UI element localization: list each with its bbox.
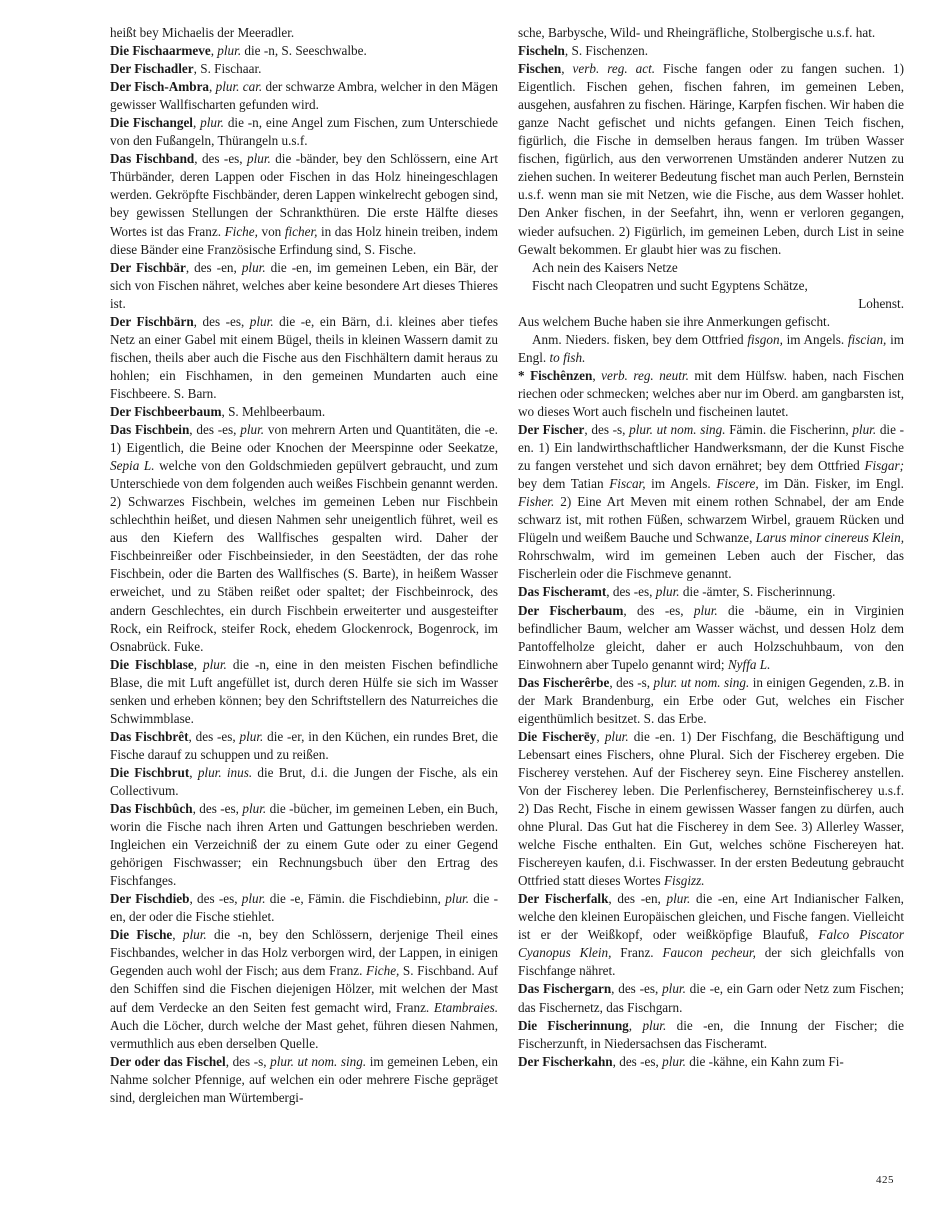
dictionary-entry: Die Fischaarmeve, plur. die -n, S. Seeschwalbe.: [110, 43, 367, 59]
dictionary-entry: Die Fischbrut, plur. inus. die Brut, d.i. die Jungen der Fische, als ein Collectivum.: [110, 764, 498, 798]
dictionary-entry: Das Fischbûch, des -es, plur. die -bücher, im gemeinen Leben, ein Buch, worin die Fische nach ihren Arten und Gattungen beschrieben werden. Ingleichen ein Verzeichniß der zu einem Gute oder zu einer Gegend gehörigen Fischwasser; ein Rechnungsbuch über den Ertrag des Fischfanges.: [110, 801, 498, 889]
dictionary-entry: Das Fischbrêt, des -es, plur. die -er, in den Küchen, ein rundes Bret, die Fische darauf zu schuppen und zu reißen.: [110, 728, 498, 762]
dictionary-entry: Der Fischer, des -s, plur. ut nom. sing. Fämin. die Fischerinn, plur. die -en. 1) Ein landwirthschaftlicher Handwerksmann, der die Kunst Fische zu fangen verstehet und sich davon ernähret; bey dem Ottfried Fisgar; bey dem Tatian Fiscar, im Angels. Fiscere, im Dän. Fisker, im Engl. Fisher. 2) Eine Art Meven mit einem rothen Schnabel, der am Ende schwarz ist, mit rothen Füßen, schwarzem Wirbel, grauem Rücken und Flügeln und weißem Bauche und Schwanze, Larus minor cinereus Klein, Rohrschwalm, wird im gemeinen Leben auch der Fischer, das Fischerlein oder die Fischmeve genannt.: [518, 422, 904, 582]
entry-continuation: heißt bey Michaelis der Meeradler.: [110, 25, 295, 40]
poem-author: Lohenst.: [858, 295, 904, 311]
dictionary-entry: Die Fischerēy, plur. die -en. 1) Der Fischfang, die Beschäftigung und Lebensart eines Fischers, ohne Plural. Sich der Fischerey ergeben. Die Fischerey verstehen. Auf der Fischerey seyn. Eine Fischerey anstellen. Von der Fischerey leben. Die Perlenfischerey, Bernsteinfischerey u.s.f. 2) Das Recht, Fische in einem gewissen Wasser fangen zu dürfen, auch ohne Plural. Das Gut hat die Fischerey in dem See. 3) Allerley Wasser, welche Fische enthalten. Ein Gut, welches schöne Fischereyen hat. Fischereyen kaufen, d.i. Fischwasser. In der ersten Bedeutung gebraucht Ottfried statt dieses Wortes Fisgizz.: [518, 728, 905, 889]
dictionary-entry: Der Fisch-Ambra, plur. car. der schwarze Ambra, welcher in den Mägen gewisser Wallfischarten gefunden wird.: [110, 79, 499, 113]
dictionary-entry: Das Fischbein, des -es, plur. von mehrern Arten und Quantitäten, die -e. 1) Eigentlich, die Beine oder Knochen der Meerspinne oder Seekatze, Sepia L. welche von den Goldschmieden gepülvert gebraucht, und zum Unterschiede von dem folgenden auch weißes Fischbein genannt werden. 2) Schwarzes Fischbein, welches im gemeinen Leben nur Fischbein schlechthin heißet, und diesen Nahmen sehr uneigentlich führet, weil es aus den Kiefern des Wallfisches gespalten wird. Daher der Fischbeinreißer oder Fischbeinsieder, in den Seestädten, der das rohe Fischbein, oder die Barten des Wallfisches (S. Barte), in heißem Wasser erweichet, und zu Stäben reißet oder spaltet; der Fischbeinrock, des andern Geschlechtes, ein durch Fischbein erweiterter und ausgesteifter Rock, ein Reifrock, steifer Rock, ehedem Glockenrock, Bogenrock, im Osnabrück. Fuke.: [110, 422, 498, 654]
dictionary-entry: Der Fischadler, S. Fischaar.: [110, 61, 262, 77]
annotation: Anm. Nieders. fisken, bey dem Ottfried fisgon, im Angels. fiscian, im Engl. to fish.: [518, 331, 905, 365]
dictionary-entry: Fischeln, S. Fischenzen.: [518, 43, 649, 59]
dictionary-entry: Der oder das Fischel, des -s, plur. ut nom. sing. im gemeinen Leben, ein Nahme solcher Pfennige, auf welchen ein oder mehrere Fische gepräget sind, dergleichen man Würtembergi-: [110, 1053, 498, 1105]
poem-line: Fischt nach Cleopatren und sucht Egyptens Schätze,: [532, 277, 808, 293]
dictionary-entry: Der Fischerbaum, des -es, plur. die -bäume, ein in Virginien befindlicher Baum, welcher am Wasser wächst, und dessen Holz dem Pantoffelholze gleicht, daher er auch Holzschuhbaum, von den Einwohnern aber Tupelo genannt wird; Nyffa L.: [518, 602, 904, 672]
entry-continuation: Aus welchem Buche haben sie ihre Anmerkungen gefischt.: [518, 313, 831, 329]
dictionary-entry: Der Fischerfalk, des -en, plur. die -en, eine Art Indianischer Falken, welche den kleinen Europäischen gleichen, und Fische fangen. Vielleicht ist er der Weißkopf, oder weißköpfige Blaufuß, Falco Piscator Cyanopus Klein, Franz. Faucon pecheur, der sich gleichfalls von Fischfange nähret.: [518, 891, 905, 979]
poem-line: Ach nein des Kaisers Netze: [532, 259, 678, 275]
dictionary-entry: Der Fischerkahn, des -es, plur. die -kähne, ein Kahn zum Fi-: [518, 1053, 844, 1069]
dictionary-entry: Der Fischdieb, des -es, plur. die -e, Fämin. die Fischdiebinn, plur. die -en, der oder die Fische stiehlet.: [110, 891, 498, 925]
dictionary-entry: Das Fischband, des -es, plur. die -bänder, bey den Schlössern, eine Art Thürbänder, deren Lappen oder Fischen in das Holz hineingeschlagen werden. Gekröpfte Fischbänder, deren Lappen winkelrecht gebogen sind, bey gewissen Stellungen der Schrankthüren. Die erste Hälfte dieses Wortes ist das Franz. Fiche, von ficher, in das Holz hinein treiben, indem diese Bänder eine Französische Erfindung sind, S. Fische.: [110, 151, 499, 257]
dictionary-entry: Die Fische, plur. die -n, bey den Schlössern, derjenige Theil eines Fischbandes, welcher in das Holz verborgen wird, der Lappen, in einigen Gegenden auch wohl der Fisch; aus dem Franz. Fiche, S. Fischband. Auf den Schiffen sind die Fischen diejenigen Hölzer, mit welchen der Mast auf dem Verdecke an den Seiten fest gemacht wird, Franz. Etambraies. Auch die Löcher, durch welche der Mast gehet, führen diesen Nahmen, vermuthlich aus eben derselben Quelle.: [110, 927, 499, 1051]
dictionary-entry: Das Fischerêrbe, des -s, plur. ut nom. sing. in einigen Gegenden, z.B. in der Mark Brandenburg, ein Erbe oder Gut, welches ein Fischer eigenthümlich besitzet. S. das Erbe.: [518, 674, 904, 726]
dictionary-entry: Der Fischbär, des -en, plur. die -en, im gemeinen Leben, ein Bär, der sich von Fischen nähret, welches aber keine besondere Art dieses Thieres ist.: [110, 259, 499, 311]
dictionary-entry: * Fischênzen, verb. reg. neutr. mit dem Hülfsw. haben, nach Fischen riechen oder schmecken; welches aber nur im Oberd. am gangbarsten ist, wo dieses Wort auch fischeln und fischeinen lautet.: [518, 367, 904, 419]
dictionary-entry: Das Fischergarn, des -es, plur. die -e, ein Garn oder Netz zum Fischen; das Fischernetz, das Fischgarn.: [518, 981, 904, 1015]
dictionary-entry: Die Fischangel, plur. die -n, eine Angel zum Fischen, zum Unterschiede von den Fußangeln, Thürangeln u.s.f.: [110, 115, 498, 149]
dictionary-entry: Die Fischerinnung, plur. die -en, die Innung der Fischer; die Fischerzunft, in Niedersachsen das Fischeramt.: [518, 1017, 905, 1051]
dictionary-entry: Der Fischbeerbaum, S. Mehlbeerbaum.: [110, 403, 326, 419]
left-column: [110, 24, 498, 1107]
dictionary-entry: Fischen, verb. reg. act. Fische fangen oder zu fangen suchen. 1) Eigentlich. Fischen gehen, fischen fahren, im gemeinen Leben, ausgehen, ausfahren zu fischen. Häringe, Karpfen fischen. Wir haben die ganze Nacht gefischet und nichts gefangen. Einen Teich fischen, figürlich, die Fische in demselben heraus fangen. Im trüben Wasser fischen, figürlich, aus den verworrenen Umständen anderer Nutzen zu ziehen suchen. In weiterer Bedeutung fischet man auch Perlen, Bernstein u.s.f. wenn man sie mit Netzen, wie die Fische, aus dem Wasser hohlet. Den Anker fischen, in der Seefahrt, ihn, wenn er verloren gegangen, wieder aufsuchen. 2) Figürlich, im gemeinen Leben, durch List in seine Gewalt bekommen. Er glaubt hier was zu fischen.: [518, 61, 904, 257]
dictionary-entry: Das Fischeramt, des -es, plur. die -ämter, S. Fischerinnung.: [518, 584, 836, 600]
dictionary-entry: Der Fischbärn, des -es, plur. die -e, ein Bärn, d.i. kleines aber tiefes Netz an einer Gabel mit einem Bügel, theils in kleinen Wassern damit zu fischen, theils aber auch die Fische aus den Fischhältern damit heraus zu hohlen; ein Fischhamen, in den gemeinen Mundarten auch eine Fischbeere. S. Barn.: [110, 313, 498, 401]
page-number: 425: [876, 1174, 894, 1186]
dictionary-entry: Die Fischblase, plur. die -n, eine in den meisten Fischen befindliche Blase, die mit Luft angefüllet ist, durch deren Hülfe sie sich im Wasser senken und erheben können; bey den Schriftstellern des Naturreiches die Schwimmblase.: [110, 656, 499, 726]
entry-continuation: sche, Barbysche, Wild- und Rheingräfliche, Stolbergische u.s.f. hat.: [518, 25, 876, 40]
right-column: [518, 24, 904, 1071]
